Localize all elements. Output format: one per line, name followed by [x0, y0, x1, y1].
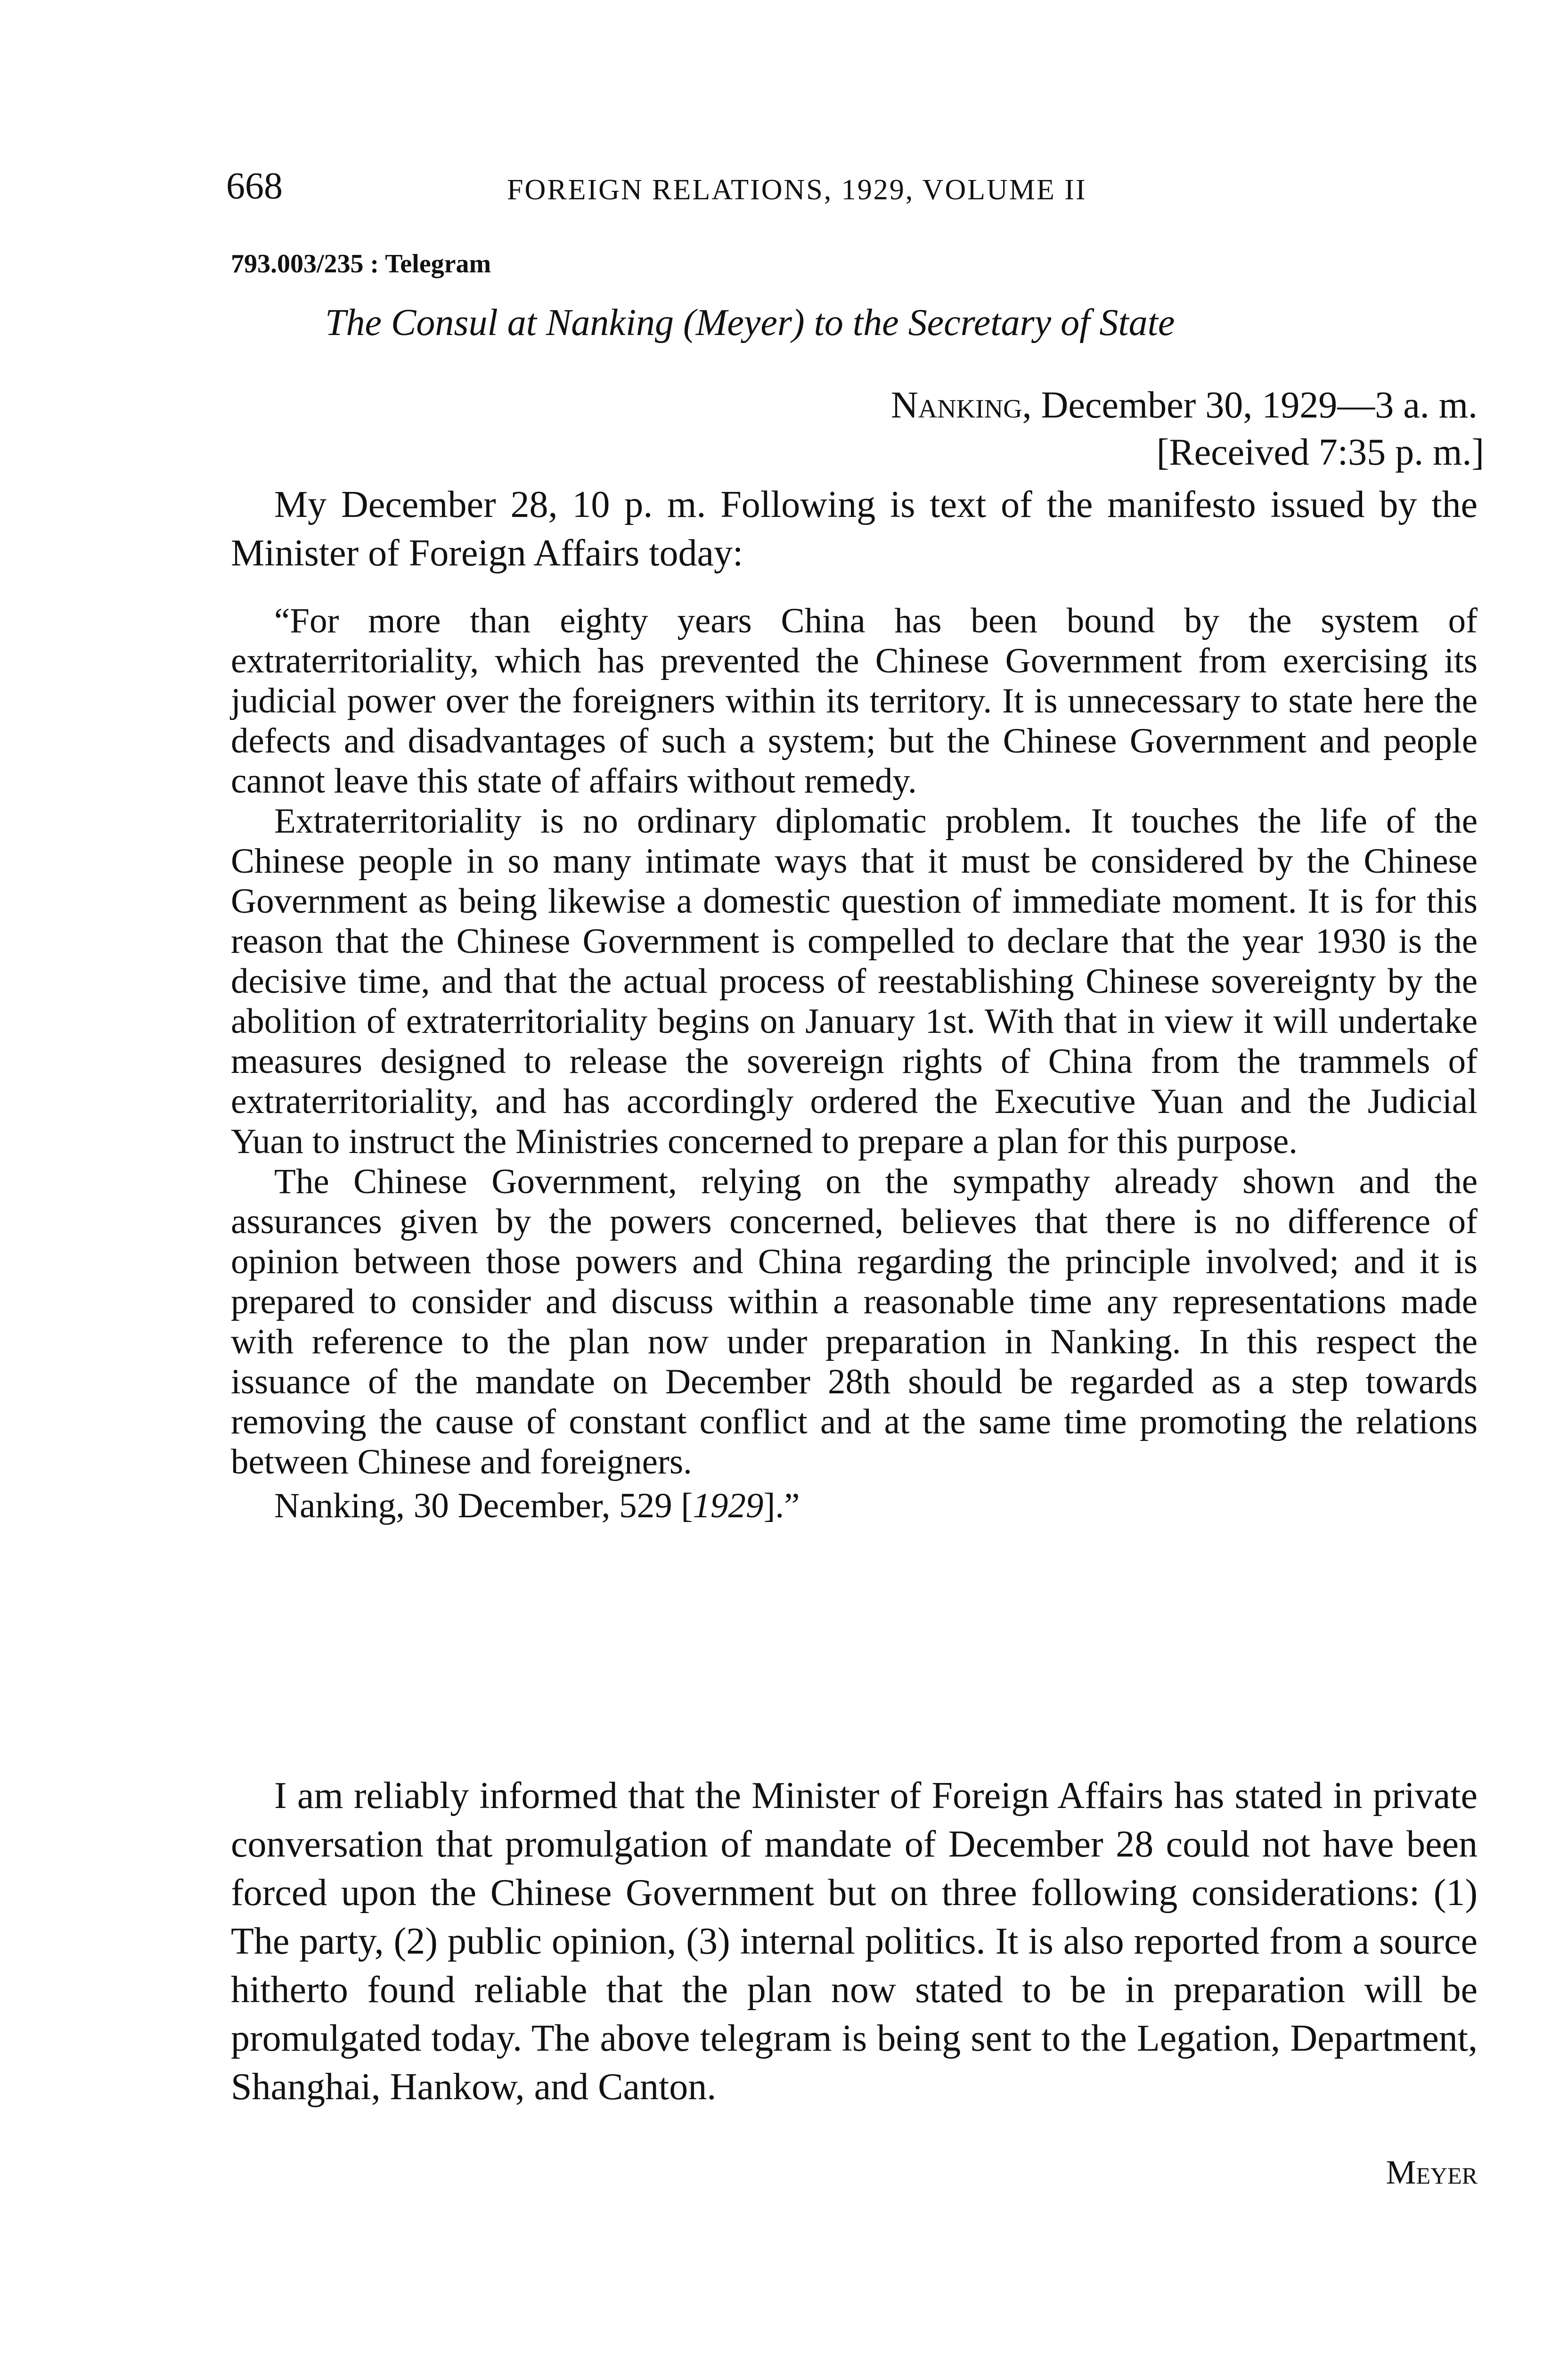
quote-signoff-text: Nanking, 30 December, 529 [ — [274, 1486, 693, 1525]
file-reference: 793.003/235 : Telegram — [231, 249, 491, 278]
quote-signoff-year: 1929 — [693, 1486, 764, 1525]
dateline-place: Nanking — [890, 384, 1022, 426]
received-note: [Received 7:35 p. m.] — [1156, 432, 1484, 473]
document-title: The Consul at Nanking (Meyer) to the Secretary of State — [325, 302, 1175, 344]
closing-paragraph: I am reliably informed that the Minister of Foreign Affairs has stated in private conversation that promulgation of mandate of December 28 could not have been forced upon the Chinese Government but on three following considerations: (1) The party, (2) public opinion, (3) internal politics. It is also reported from a source hitherto found reliable that the plan now stated to be in preparation will be promulgated today. The above telegram is being sent to the Legation, Department, Shanghai, Hankow, and Canton. — [231, 1775, 1478, 2108]
intro-paragraph: My December 28, 10 p. m. Following is text of the manifesto issued by the Minister of Foreign Affairs today: — [231, 484, 1478, 574]
running-head-title: FOREIGN RELATIONS, 1929, VOLUME II — [507, 174, 1087, 206]
quote-paragraph: The Chinese Government, relying on the sympathy already shown and the assurances given by the powers concerned, believes that there is no difference of opinion between those powers and China regarding the principle involved; and it is prepared to consider and discuss within a reasonable time any representations made with reference to the plan now under preparation in Nanking. In this respect the issuance of the mandate on December 28th should be regarded as a step towards removing the cause of constant conflict and at the same time promoting the relations between Chinese and foreigners. — [231, 1162, 1478, 1481]
quote-paragraph: “For more than eighty years China has been bound by the system of extraterritoriality, which has prevented the Chinese Government from exercising its judicial power over the foreigners within its territory. It is unnecessary to state here the defects and disadvantages of such a system; but the Chinese Government and people cannot leave this state of affairs without remedy. — [231, 601, 1478, 801]
running-head — [226, 160, 1338, 212]
dateline-date: , December 30, 1929—3 a. m. — [1022, 384, 1478, 426]
dateline — [763, 382, 1478, 429]
signature: Meyer — [1386, 2153, 1478, 2191]
quote-signoff-end: ].” — [763, 1486, 800, 1525]
page-number: 668 — [226, 165, 283, 207]
manifesto-quote — [231, 601, 1478, 1526]
quote-signoff — [231, 1486, 1478, 1526]
quote-paragraph: Extraterritoriality is no ordinary diplomatic problem. It touches the life of the Chinese people in so many intimate ways that it must be considered by the Chinese Government as being likewise a domestic question of immediate moment. It is for this reason that the Chinese Government is compelled to declare that the year 1930 is the decisive time, and that the actual process of reestablishing Chinese sovereignty by the abolition of extraterritoriality begins on January 1st. With that in view it will undertake measures designed to release the sovereign rights of China from the trammels of extraterritoriality, and has accordingly ordered the Executive Yuan and the Judicial Yuan to instruct the Ministries concerned to prepare a plan for this purpose. — [231, 802, 1478, 1161]
